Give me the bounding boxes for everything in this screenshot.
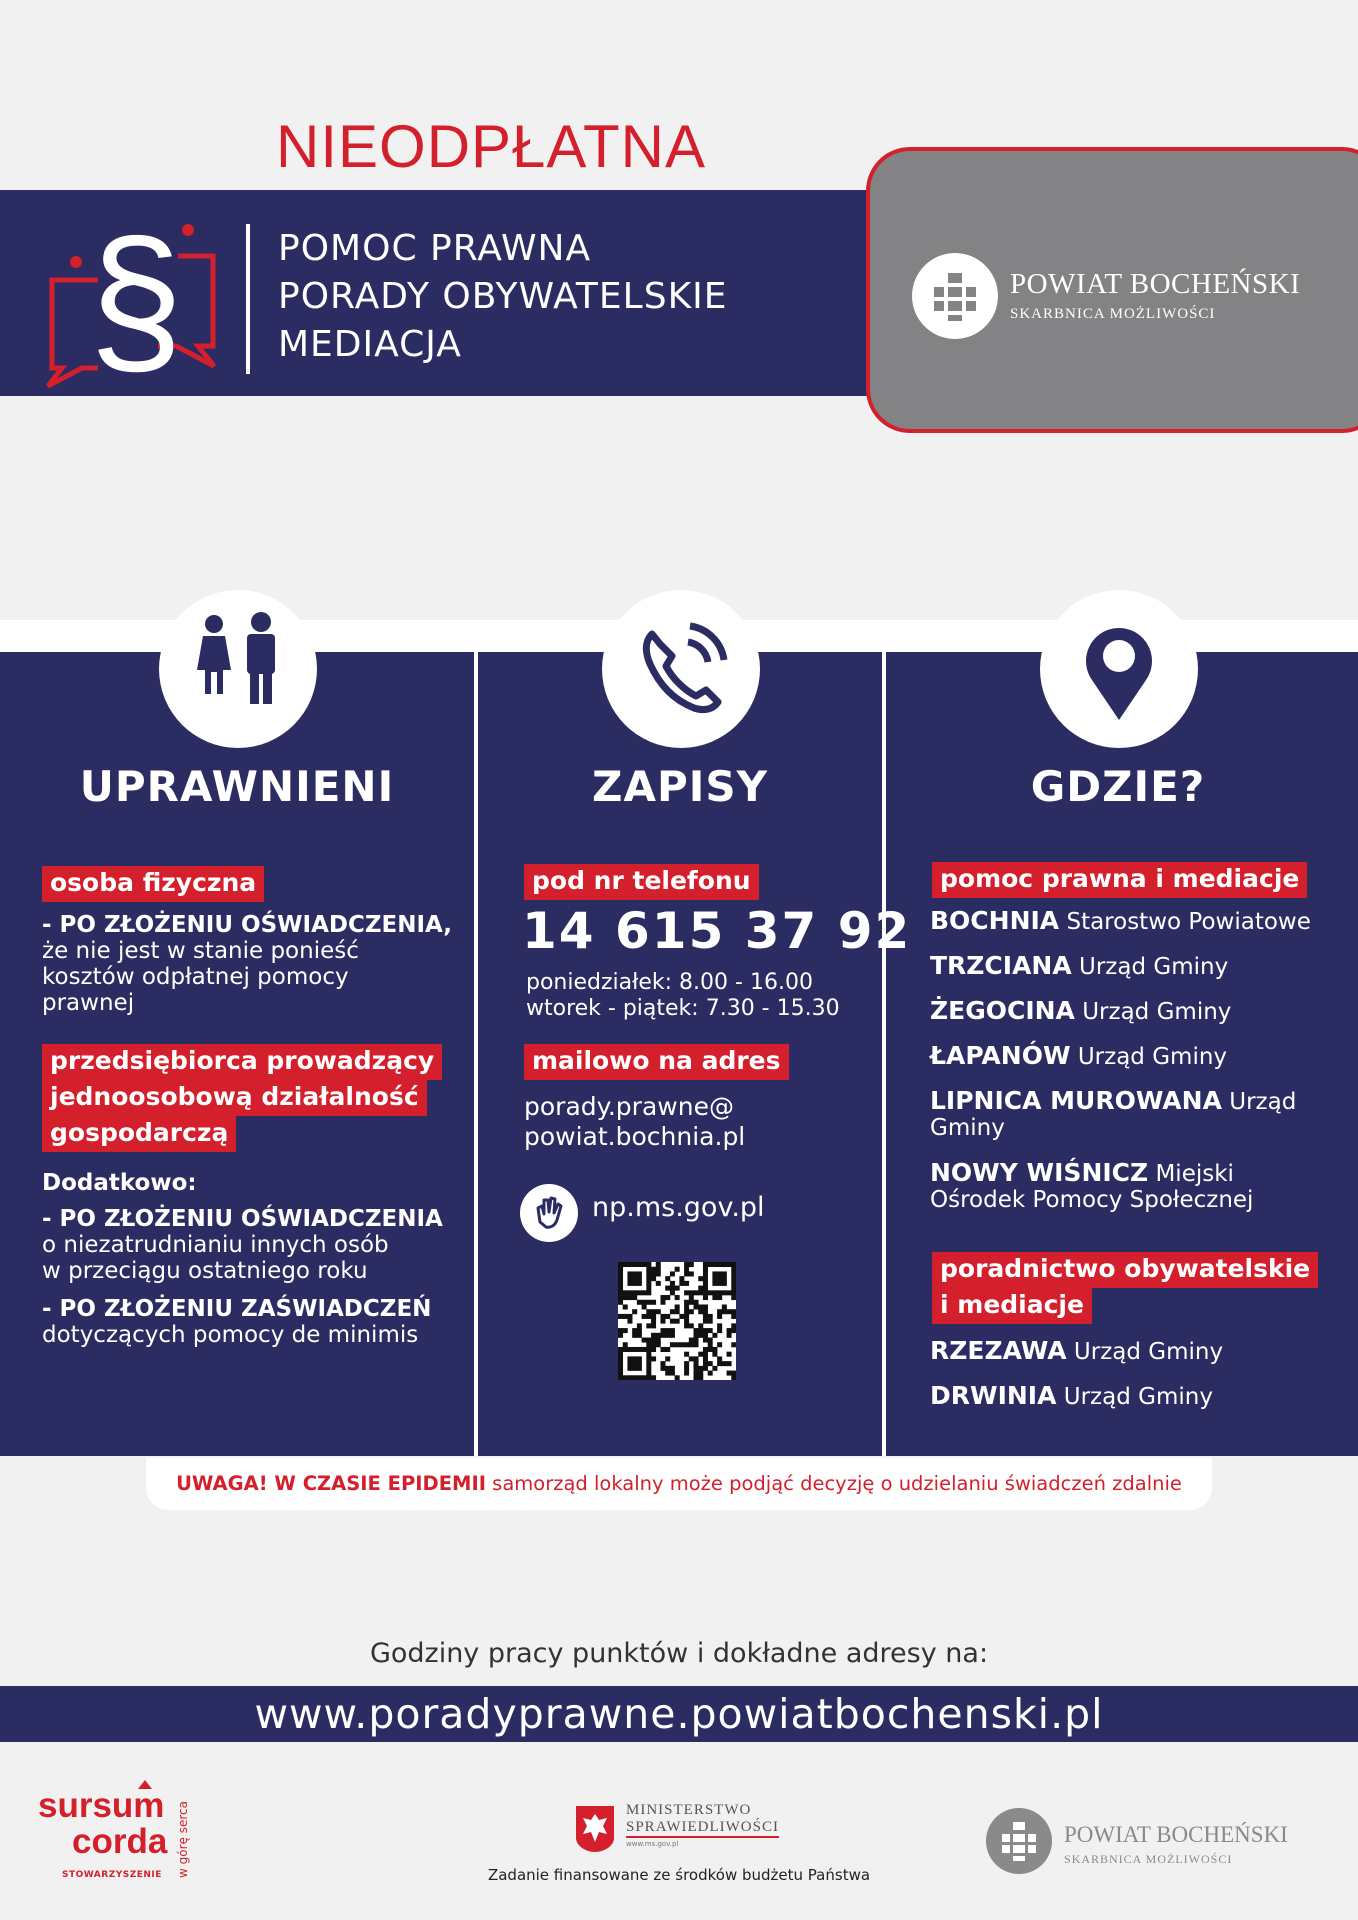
ministry-url: www.ms.gov.pl <box>626 1840 679 1848</box>
eligible-extra-2 <box>42 1296 431 1348</box>
powiat-emblem-icon <box>986 1808 1052 1874</box>
tag-phone: pod nr telefonu <box>524 864 759 900</box>
headline-line-3: MEDIACJA <box>278 324 462 365</box>
eligible-extra-1-line: o niezatrudnianiu innych osób <box>42 1232 389 1258</box>
ministry-name <box>626 1802 779 1838</box>
email-line: porady.prawne@ <box>524 1092 734 1121</box>
location-pin-icon <box>1040 590 1198 748</box>
place-item: ŻEGOCINA Urząd Gminy <box>930 996 1232 1025</box>
notice-text: samorząd lokalny może podjąć decyzję o udzielaniu świadczeń zdalnie <box>492 1472 1182 1495</box>
place-item: RZEZAWA Urząd Gminy <box>930 1336 1224 1365</box>
site-link[interactable]: np.ms.gov.pl <box>592 1192 765 1223</box>
eligible-text-1-line: kosztów odpłatnej pomocy <box>42 964 349 990</box>
eligible-text-1 <box>42 912 452 1016</box>
places-list-2 <box>930 1338 1223 1428</box>
tag-civic-advice-line: poradnictwo obywatelskie <box>932 1252 1318 1288</box>
epidemic-notice <box>146 1458 1212 1510</box>
headline-line-2: PORADY OBYWATELSKIE <box>278 276 728 317</box>
notice-bold: UWAGA! W CZASIE EPIDEMII <box>176 1472 486 1495</box>
svg-text:§: § <box>88 205 184 390</box>
tag-email: mailowo na adres <box>524 1044 789 1080</box>
place-item: BOCHNIA Starostwo Powiatowe <box>930 906 1311 935</box>
phone-number[interactable]: 14 615 37 92 <box>522 902 912 960</box>
header-divider <box>246 224 250 374</box>
places-list-1 <box>930 908 1311 1220</box>
sursum-corda-logo <box>38 1788 167 1860</box>
sursum-vertical-text: w górę serca <box>176 1801 190 1878</box>
email-line: powiat.bochnia.pl <box>524 1122 746 1151</box>
eligible-text-1-line: prawnej <box>42 990 135 1016</box>
sursum-word: sursum <box>38 1786 165 1825</box>
eligible-extra-1 <box>42 1206 443 1284</box>
partner-tagline: SKARBNICA MOŻLIWOŚCI <box>1010 306 1216 322</box>
place-item: TRZCIANA Urząd Gminy <box>930 951 1229 980</box>
eagle-emblem-icon <box>574 1804 616 1854</box>
tag-civic-advice-line: i mediacje <box>932 1288 1092 1324</box>
tag-entrepreneur-line: gospodarczą <box>42 1116 236 1152</box>
place-item: ŁAPANÓW Urząd Gminy <box>930 1041 1228 1070</box>
hours-line: wtorek - piątek: 7.30 - 15.30 <box>526 996 840 1021</box>
tag-entrepreneur-line: jednoosobową działalność <box>42 1080 427 1116</box>
place-item: NOWY WIŚNICZ Miejski Ośrodek Pomocy Społecznej <box>930 1158 1254 1213</box>
ministry-line: SPRAWIEDLIWOŚCI <box>626 1819 779 1838</box>
eligible-extra-2-line: dotyczących pomocy de minimis <box>42 1322 419 1348</box>
eligible-text-1-bold: - PO ZŁOŻENIU OŚWIADCZENIA, <box>42 912 453 938</box>
email-address[interactable] <box>524 1092 745 1152</box>
office-hours <box>526 970 840 1022</box>
tag-legal-aid: pomoc prawna i mediacje <box>932 862 1307 898</box>
phone-icon <box>602 590 760 748</box>
partner-name: POWIAT BOCHEŃSKI <box>1010 268 1301 300</box>
sursum-sub: STOWARZYSZENIE <box>62 1870 162 1880</box>
headline-line-1: POMOC PRAWNA <box>278 228 592 269</box>
footer-partner-name: POWIAT BOCHEŃSKI <box>1064 1822 1288 1847</box>
footer-partner-tagline: SKARBNICA MOŻLIWOŚCI <box>1064 1852 1233 1866</box>
people-icon <box>159 590 317 748</box>
paragraph-logo-icon <box>38 200 228 390</box>
funding-note: Zadanie finansowane ze środków budżetu Państwa <box>487 1866 871 1884</box>
corda-word: corda <box>72 1822 168 1861</box>
powiat-emblem-icon <box>912 253 998 339</box>
eligible-extra-1-line: w przeciągu ostatniego roku <box>42 1258 368 1284</box>
qr-code-icon[interactable] <box>618 1262 736 1380</box>
heading-signup: ZAPISY <box>591 762 769 811</box>
caret-up-icon <box>138 1780 152 1789</box>
eligible-extra-1-bold: - PO ZŁOŻENIU OŚWIADCZENIA <box>42 1206 443 1232</box>
heading-eligible: UPRAWNIENI <box>79 762 395 811</box>
hours-line: poniedziałek: 8.00 - 16.00 <box>526 970 813 995</box>
place-item: DRWINIA Urząd Gminy <box>930 1381 1213 1410</box>
page-title: NIEODPŁATNA <box>276 113 706 180</box>
extra-label: Dodatkowo: <box>42 1170 197 1196</box>
eligible-text-1-line: że nie jest w stanie ponieść <box>42 938 359 964</box>
eligible-extra-2-bold: - PO ZŁOŻENIU ZAŚWIADCZEŃ <box>42 1296 432 1322</box>
tag-natural-person: osoba fizyczna <box>42 866 264 902</box>
headline <box>278 225 728 369</box>
ministry-line: MINISTERSTWO <box>626 1802 752 1818</box>
heading-where: GDZIE? <box>1030 762 1206 811</box>
website-link[interactable]: www.poradyprawne.powiatbochenski.pl <box>254 1690 1104 1738</box>
footer-line: Godziny pracy punktów i dokładne adresy na: <box>369 1638 989 1669</box>
hand-icon <box>520 1184 578 1242</box>
place-item: LIPNICA MUROWANA Urząd Gminy <box>930 1086 1297 1141</box>
tag-entrepreneur-line: przedsiębiorca prowadzący <box>42 1044 442 1080</box>
